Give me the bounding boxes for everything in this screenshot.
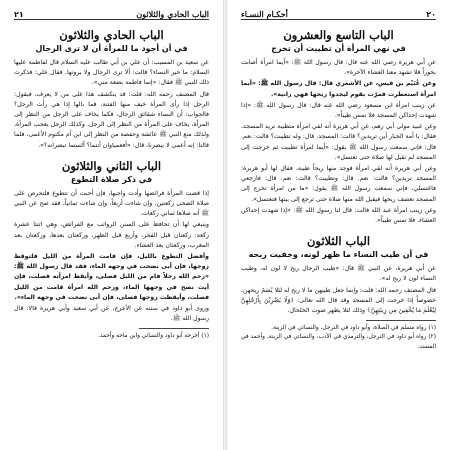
- right-page-book-title: أحكـام النسـاء: [241, 9, 288, 19]
- left-page-header: [14, 6, 209, 20]
- paragraph: وأفضل التطوع بالليل، فإن قامت المرأة من الليل فلتوقظ زوجها، فإن أبى نضحت في وجهه الماء، فقد قال رسول الله ﷺ: «رحم الله رجلاً قام من الليل فصلى، وأيقظ امرأته فصلت، فإن أبت نضح في وجهها الماء، ورحم الله امرأة قامت من الليل فصلت، وأيقظت زوجها فصلى، فإن أبى نضحت في وجهه الماء».: [14, 253, 209, 301]
- chapter-subtitle: في نهي المرأة أن تطيبت أن تخرج: [271, 44, 406, 53]
- paragraph: وعن غُنَيْم بن قيس، عن الأشعري قال: قال رسول الله ﷺ: «أيما امرأة استعطرت فمرّت بقوم ليجدوا ريحها فهي زانية».: [241, 80, 436, 98]
- paragraph: عن سعيد بن المسيب: أن علي بن أبي طالب عليه السلام قال لفاطمة عليها السلام: ما خير النساء؟ قالت: ألا ترى الرجال ولا يرونها. فقال علي: فذكرت ذلك للنبي ﷺ فقال: «إنما فاطمة بضعة مني».: [14, 59, 209, 87]
- chapter-title: الباب الحادي والثلاثون: [59, 28, 164, 42]
- paragraph: قال المصنف رحمه الله: قلت: وإنما جعل طيبهن ما لا ريح له لئلا يُشمّ ريحهن، خصوصاً إذا خرجت إلى المسجد وقد قال الله تعالى: ﴿وَلَا يَضْرِبْنَ بِأَرْجُلِهِنَّ لِيُعْلَمَ مَا يُخْفِينَ مِن زِينَتِهِنَّ﴾ وذلك لئلا يظهر صوت الخلخال.: [241, 286, 436, 315]
- right-page-header: [241, 6, 436, 20]
- footnote: (١) أخرجه أبو داود والنسائي وابن ماجه وأحمد.: [98, 333, 209, 340]
- paragraph: عن أبي هريرة، عن النبي ﷺ قال: «طيب الرجال ريح لا لون له، وطيب النساء لون لا ريح له».: [241, 265, 436, 283]
- chapter-subtitle: في أن أجود ما للمرأة أن لا ترى الرجال: [35, 44, 188, 53]
- footnote: (١) رواه مسلم في الصلاة، وأبو داود في الترجل، والنسائي في الزينة.: [271, 325, 436, 332]
- left-page-number: ٢١: [14, 10, 24, 19]
- right-page-number: ٢٠: [426, 10, 436, 19]
- footnote-rule: [366, 320, 436, 321]
- paragraph: عن زينب امرأة ابن مسعود رضي الله عنه قال: قال رسول الله ﷺ: «إذا شهدت إحداكن المسجد فلا تمس طيباً».: [241, 101, 436, 120]
- chapter-subtitle: في ذكر صلاة التطوع: [70, 174, 153, 184]
- paragraph: وينبغي لها أن تحافظ على السنن الرواتب مع الفرائض، وهي اثنتا عشرة ركعة: ركعتان قبل الفجر، وأربع قبل الظهر، وركعتان بعدها، وركعتان بعد المغرب، وركعتان بعد العشاء.: [14, 221, 209, 249]
- left-page: [0, 0, 223, 450]
- paragraph: وروى أبو داود في سننه عن الأعرج، عن أبي سعيد وأبي هريرة قالا: قال رسول الله ﷺ.: [14, 305, 209, 323]
- paragraph: وعن زينب امرأة عبد الله قالت: قال لنا رسول الله ﷺ: «إذا شهدت إحداكن العشاء، فلا تمس طيباً».: [241, 206, 436, 225]
- paragraph: وعن عبيد مولى أبي رهم، عن أبي هريرة أنه لقي امرأة متطيبة تريد المسجد، فقال: يا أمة الجبار أين تريدين؟ قالت: المسجد. قال: وله تطيبت؟ قالت: نعم. قال: فإني سمعت رسول الله ﷺ يقول: «أيما امرأة تطيبت ثم خرجت إلى المسجد لم تقبل لها صلاة حتى تغتسل».: [241, 123, 436, 161]
- chapter-title: الباب الثلاثون: [306, 234, 371, 249]
- footnote-rule: [139, 328, 209, 329]
- paragraph: قال المصنف رحمه الله: قلت: قد ينكشف هذا على من لا يعرف، فيقول: الرجل إذا رأى المرأة خيف منها الفتنة، فما بالها إذا هي رأت الرجل؟ فالجواب: أن النساء شقائق الرجال، فكما يخاف على الرجل من النظر إلى المرأة، يخاف على المرأة من النظر إلى الرجل. وكذلك الرجل يعجب المرأة، ولذلك منع النبي ﷺ عائشة وحفصة من النظر إلى ابن أم مكتوم الأعمى، فلما قالتا: إنه أعمى لا يبصرنا، قال: «أفعمياوان أنتما؟ ألستما تبصرانه؟».: [14, 90, 209, 149]
- chapter-title: الباب التاسع والعشرون: [283, 28, 394, 42]
- right-page-content: [241, 26, 436, 352]
- paragraph: عن أبي هريرة رضي الله عنه قال: قال رسول الله ﷺ: «أيما امرأة أصابت بخوراً فلا تشهد معنا العشاء الآخرة».: [241, 59, 436, 77]
- chapter-subtitle: في أن طيب النساء ما ظهر لونه، وخفيت ريحه: [248, 250, 429, 260]
- footnote: (٢) رواه أبو داود في الترجل، والترمذي في الأدب، والنسائي في الزينة، وأحمد في المسند.: [241, 334, 436, 350]
- paragraph: وعن أبي هريرة أنه لقي امرأة فوجد منها ريحاً طيبة، فقال لها أبو هريرة: المسجد تريدين؟ قالت: نعم. قال: وتطيبت؟ قالت: نعم. قال: فارجعي فاغتسلي، فإني سمعت رسول الله ﷺ يقول: «ما من امرأة تخرج إلى المسجد تعصف ريحها فيقبل الله منها صلاة حتى ترجع إلى بيتها فتغتسل».: [241, 165, 436, 203]
- right-page: [227, 0, 450, 450]
- chapter-title: الباب الثاني والثلاثون: [61, 158, 162, 173]
- paragraph: إذا قضت المرأة فرائضها وأدت واجبها، فإن أحبت أن تتطوع فلتحرص على صلاة الضحى ركعتين، وإن شاءت أربعاً، وإن شاءت ثمانياً، فقد صح عن النبي ﷺ أنه صلاها ثماني ركعات.: [14, 189, 209, 218]
- left-page-running-title: الباب الحادي والثلاثون: [136, 9, 209, 19]
- left-page-content: [14, 26, 209, 342]
